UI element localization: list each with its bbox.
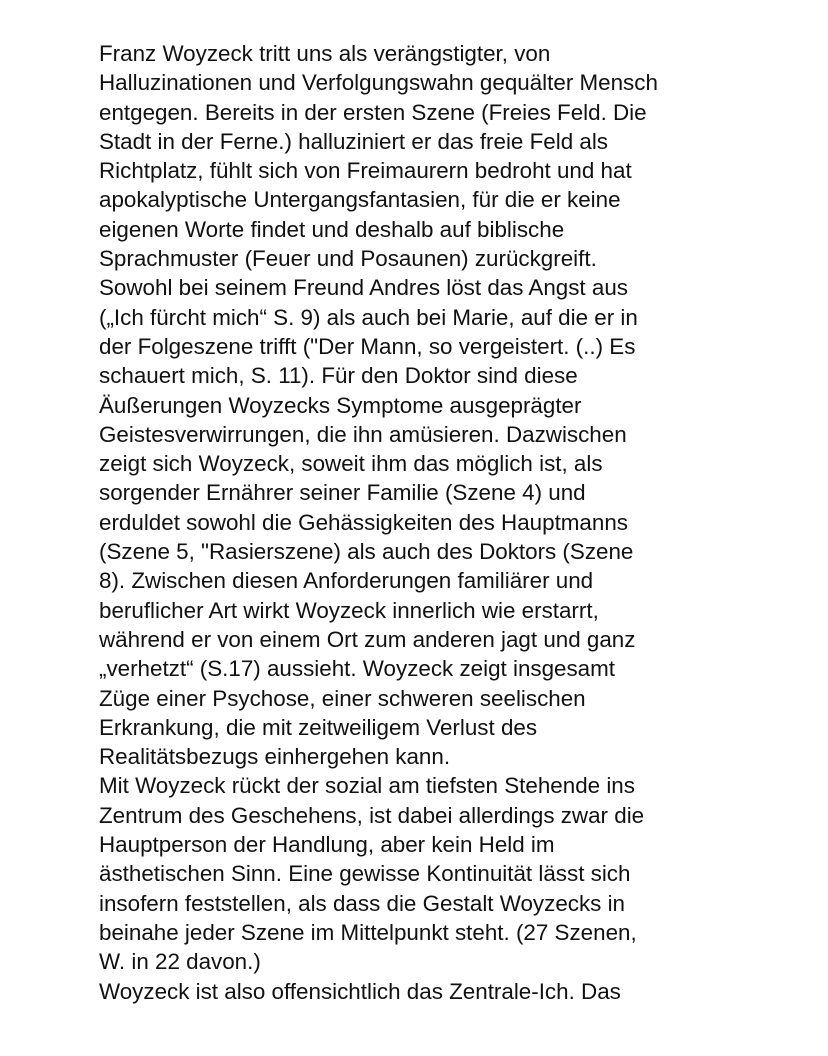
text-line: insofern feststellen, als dass die Gestalt Woyzecks in (99, 890, 626, 916)
text-line: 8). Zwischen diesen Anforderungen familiärer und (99, 568, 594, 594)
text-line: W. in 22 davon.) (99, 949, 261, 975)
text-line: beruflicher Art wirkt Woyzeck innerlich wie erstarrt, (99, 597, 599, 623)
text-line: Realitätsbezugs einhergehen kann. (99, 744, 451, 770)
text-line: Halluzinationen und Verfolgungswahn gequälter Mensch (99, 70, 658, 96)
text-line: Richtplatz, fühlt sich von Freimaurern bedroht und hat (99, 158, 632, 184)
text-line: erduldet sowohl die Gehässigkeiten des Hauptmanns (99, 509, 628, 535)
text-line: (Szene 5, "Rasierszene) als auch des Doktors (Szene (99, 539, 634, 565)
text-line: Franz Woyzeck tritt uns als verängstigter, von (99, 41, 551, 66)
text-line: der Folgeszene trifft ("Der Mann, so vergeistert. (..) Es (99, 333, 636, 359)
text-line: beinahe jeder Szene im Mittelpunkt steht. (27 Szenen, (99, 919, 637, 945)
text-line: Züge einer Psychose, einer schweren seelischen (99, 685, 586, 711)
text-line: Stadt in der Ferne.) halluziniert er das freie Feld als (99, 128, 609, 154)
text-line: Hauptperson der Handlung, aber kein Held im (99, 832, 555, 858)
text-line: („Ich fürcht mich“ S. 9) als auch bei Marie, auf die er in (99, 304, 638, 330)
body-text (99, 39, 819, 1006)
text-line: zeigt sich Woyzeck, soweit ihm das möglich ist, als (99, 451, 603, 477)
text-line: Woyzeck ist also offensichtlich das Zentrale-Ich. Das (99, 978, 621, 1004)
text-line: sorgender Ernährer seiner Familie (Szene 4) und (99, 480, 586, 506)
text-line: Erkrankung, die mit zeitweiligem Verlust des (99, 714, 538, 740)
text-line: „verhetzt“ (S.17) aussieht. Woyzeck zeigt insgesamt (99, 656, 616, 682)
text-line: Mit Woyzeck rückt der sozial am tiefsten Stehende ins (99, 773, 635, 799)
text-line: schauert mich, S. 11). Für den Doktor sind diese (99, 363, 578, 389)
text-line: entgegen. Bereits in der ersten Szene (Freies Feld. Die (99, 99, 647, 125)
text-line: ästhetischen Sinn. Eine gewisse Kontinuität lässt sich (99, 861, 631, 887)
text-line: Sprachmuster (Feuer und Posaunen) zurückgreift. (99, 246, 597, 272)
text-line: Äußerungen Woyzecks Symptome ausgeprägter (99, 392, 582, 418)
text-line: Zentrum des Geschehens, ist dabei allerdings zwar die (99, 802, 645, 828)
text-line: eigenen Worte findet und deshalb auf biblische (99, 216, 565, 242)
text-line: Sowohl bei seinem Freund Andres löst das Angst aus (99, 275, 628, 301)
text-line: Geistesverwirrungen, die ihn amüsieren. Dazwischen (99, 421, 627, 447)
text-line: während er von einem Ort zum anderen jagt und ganz (99, 626, 636, 652)
text-line: apokalyptische Untergangsfantasien, für die er keine (99, 187, 621, 213)
